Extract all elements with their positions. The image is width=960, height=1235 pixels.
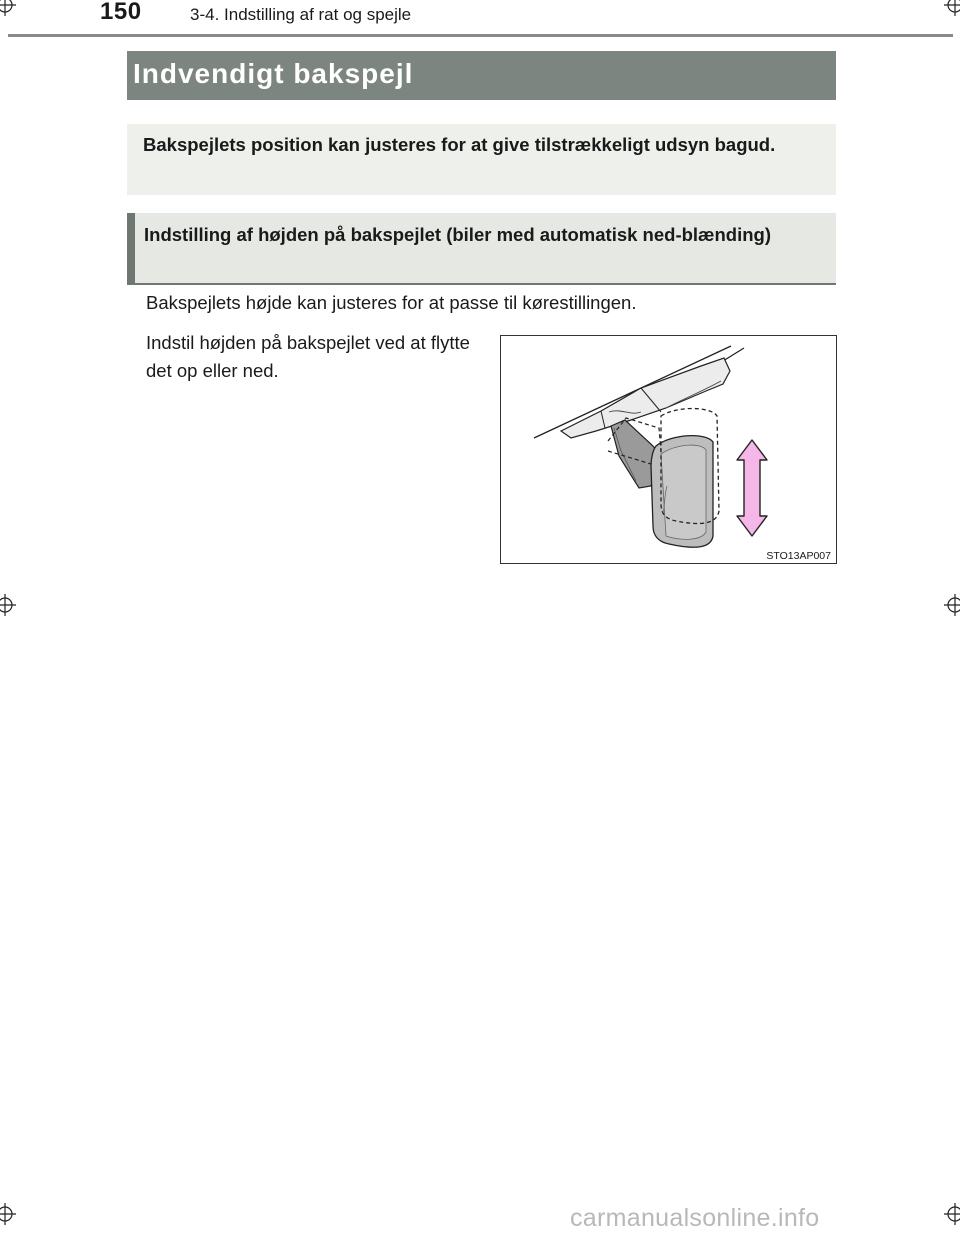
crop-mark-icon xyxy=(944,594,960,616)
watermark-link[interactable]: carmanualsonline.info xyxy=(570,1204,820,1232)
chapter-title: 3-4. Indstilling af rat og spejle xyxy=(190,5,412,24)
section-title-bar xyxy=(127,51,836,100)
crop-mark-icon xyxy=(944,1203,960,1225)
intro-box xyxy=(127,124,836,195)
header-divider xyxy=(8,34,953,37)
crop-mark-icon xyxy=(0,594,16,616)
rearview-mirror-icon xyxy=(501,336,836,563)
crop-mark-icon xyxy=(0,0,16,16)
instruction-paragraph: Indstil højden på bakspejlet ved at flytte det op eller ned. xyxy=(146,332,470,381)
crop-mark-icon xyxy=(944,0,960,16)
subsection-title: Indstilling af højden på bakspejlet (biler med automatisk ned-blænding) xyxy=(144,224,772,245)
mirror-figure xyxy=(500,335,837,564)
section-title: Indvendigt bakspejl xyxy=(133,58,414,89)
page-number: 150 xyxy=(100,0,142,25)
intro-text: Bakspejlets position kan justeres for at give tilstrækkeligt udsyn bagud. xyxy=(143,134,776,155)
figure-code: STO13AP007 xyxy=(766,550,831,562)
subsection-heading-box xyxy=(127,213,836,285)
subsection-stripe xyxy=(127,213,135,285)
body-paragraph: Bakspejlets højde kan justeres for at passe til kørestillingen. xyxy=(146,292,637,313)
page-header xyxy=(0,0,960,40)
crop-mark-icon xyxy=(0,1203,16,1225)
up-down-arrow-icon xyxy=(737,440,767,536)
